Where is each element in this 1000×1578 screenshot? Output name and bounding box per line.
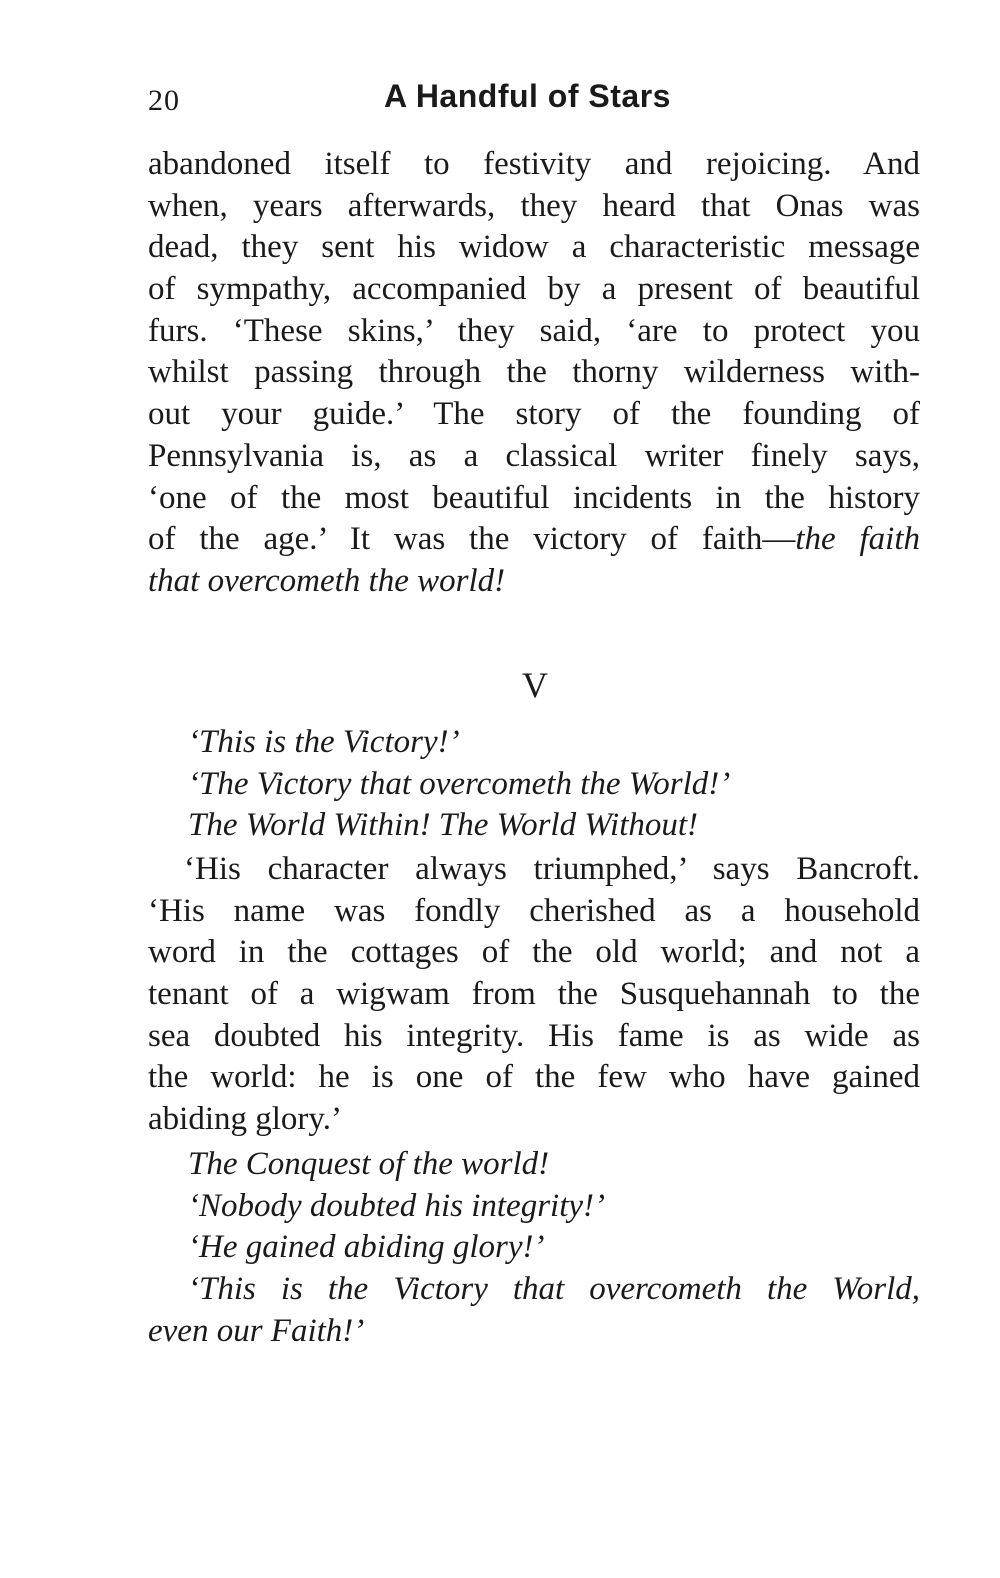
text-line: tenant of a wigwam from the Susquehannah to the xyxy=(148,976,920,1013)
verse-line: The World Within! The World Without! xyxy=(188,807,699,844)
verse-line: ‘The Victory that overcometh the World!’ xyxy=(188,765,731,802)
verse-line: ‘Nobody doubted his integrity!’ xyxy=(188,1187,606,1224)
verse-line: ‘He gained abiding glory!’ xyxy=(188,1229,545,1266)
text-line: out your guide.’ The story of the founding of xyxy=(148,396,920,433)
text-line: ‘His name was fondly cherished as a household xyxy=(148,892,920,929)
verse-group-1 xyxy=(148,722,920,847)
paragraph-2 xyxy=(148,849,920,1141)
text-line: Pennsylvania is, as a classical writer finely says, xyxy=(148,437,920,474)
text-line: abiding glory.’ xyxy=(148,1101,342,1138)
text-line: when, years afterwards, they heard that Onas was xyxy=(148,187,920,224)
verse-group-2 xyxy=(148,1144,920,1352)
text-line-italic: that overcometh the world! xyxy=(148,562,506,599)
page-number: 20 xyxy=(148,84,180,117)
text-line-mixed xyxy=(148,519,920,561)
verse-line: The Conquest of the world! xyxy=(188,1146,550,1182)
text-line: the world: he is one of the few who have gained xyxy=(148,1059,920,1096)
text-line: of sympathy, accompanied by a present of beautiful xyxy=(148,271,920,308)
text-line: sea doubted his integrity. His fame is as wide as xyxy=(148,1017,920,1054)
verse-line: ‘This is the Victory that overcometh the World, xyxy=(188,1271,920,1308)
italic-fragment: the faith xyxy=(795,521,920,558)
text-fragment: of the age.’ It was the victory of faith— xyxy=(148,521,796,558)
text-line: dead, they sent his widow a characteristic message xyxy=(148,229,920,266)
text-line: abandoned itself to festivity and rejoicing. And xyxy=(148,146,920,182)
text-line: ‘one of the most beautiful incidents in the history xyxy=(148,479,920,516)
text-line: ‘His character always triumphed,’ says Bancroft. xyxy=(184,851,920,887)
running-head: A Handful of Stars xyxy=(384,78,671,114)
verse-line: even our Faith!’ xyxy=(148,1312,365,1349)
text-line: whilst passing through the thorny wilderness with- xyxy=(148,354,920,391)
text-line: furs. ‘These skins,’ they said, ‘are to protect you xyxy=(148,312,920,349)
text-line: word in the cottages of the old world; and not a xyxy=(148,934,920,971)
paragraph-1 xyxy=(148,144,920,603)
section-heading: V xyxy=(522,665,548,705)
page-header xyxy=(148,78,920,122)
verse-line: ‘This is the Victory!’ xyxy=(188,724,460,760)
